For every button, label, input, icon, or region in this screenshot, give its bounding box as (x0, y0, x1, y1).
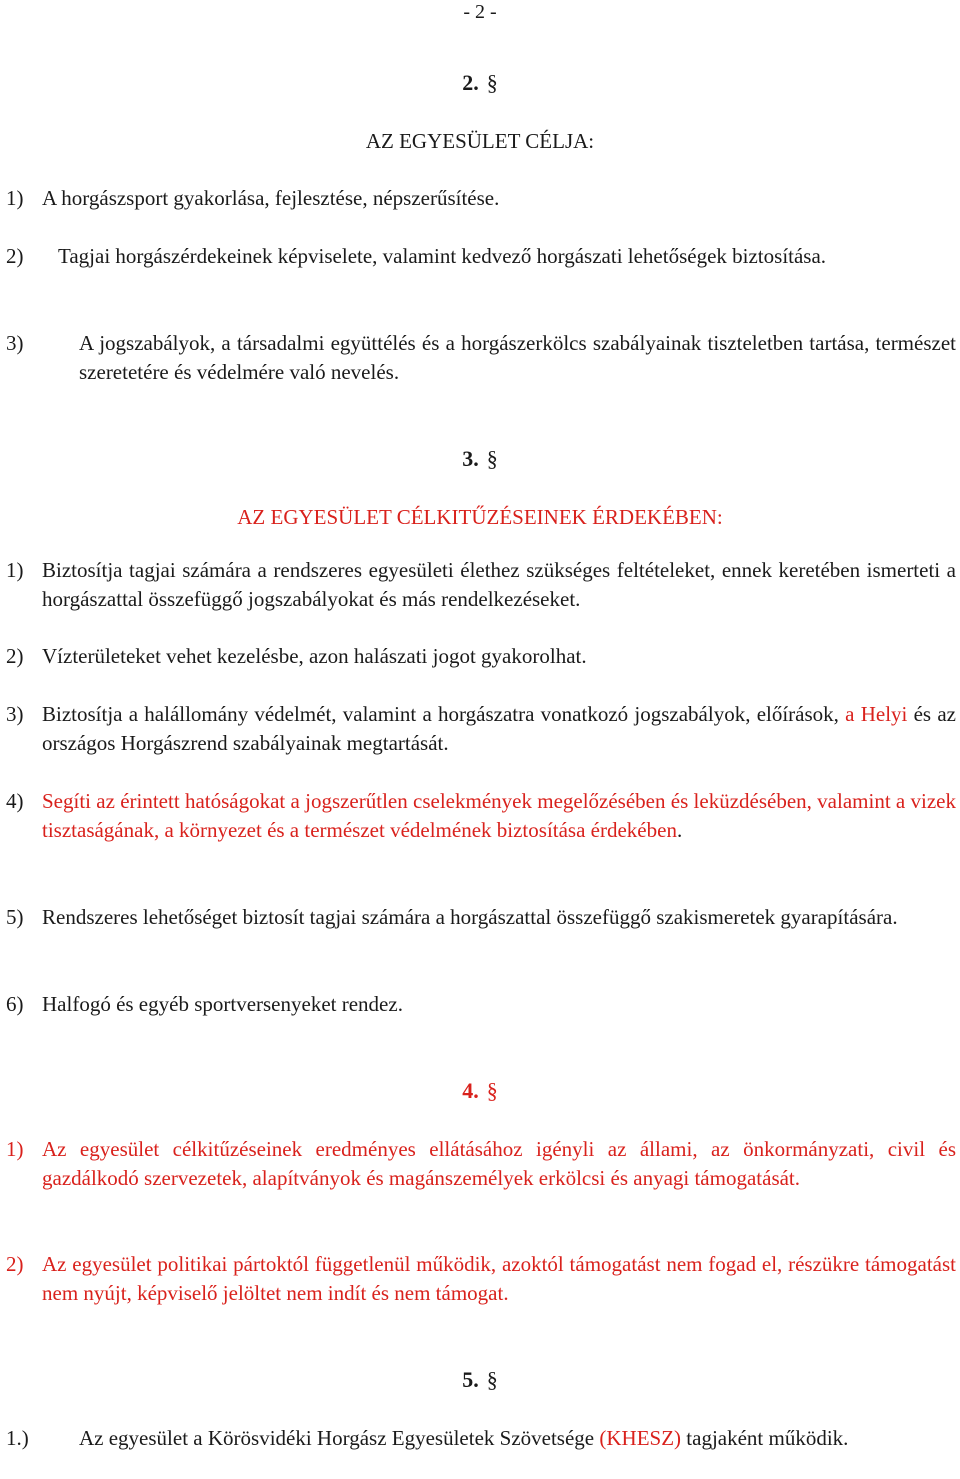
section-2-number: 2. (462, 70, 479, 95)
section-2-title: AZ EGYESÜLET CÉLJA: (365, 129, 595, 153)
s3-item-3-number: 3) (6, 702, 24, 726)
s4-item-1-number: 1) (6, 1137, 24, 1161)
section-3-symbol: § (486, 446, 498, 471)
section-4-heading (0, 1078, 960, 1104)
s3-item-3-text-red: a Helyi (845, 702, 908, 726)
s2-item-3-number: 3) (6, 331, 24, 355)
s3-item-3-text-b: és az országos Horgászrend szabályainak megtartását. (42, 702, 956, 755)
s5-item-1-text-red: (KHESZ) (599, 1426, 682, 1450)
s3-item-5-number: 5) (6, 905, 24, 929)
s5-item-1-text-a: Az egyesület a Körösvidéki Horgász Egyesületek Szövetsége (79, 1426, 600, 1450)
section-5-heading (0, 1367, 960, 1393)
section-4-number: 4. (462, 1078, 479, 1103)
s3-item-1-text: Biztosítja tagjai számára a rendszeres egyesületi élethez szükséges feltételeket, ennek keretében ismerteti a horgászattal összefüggő jogszabályokat és más rendelkezéseket. (42, 558, 956, 611)
s3-item-4-text-red: Segíti az érintett hatóságokat a jogszerűtlen cselekmények megelőzésében és leküzdésében, valamint a vizek tisztaságának, a környezet és a természet védelmének biztosítása érdekében (42, 789, 956, 842)
s3-item-5 (0, 903, 956, 932)
s3-item-2 (0, 642, 956, 671)
section-2-heading (0, 70, 960, 96)
s2-item-1-number: 1) (6, 186, 24, 210)
section-5-symbol: § (486, 1367, 498, 1392)
section-3-number: 3. (462, 446, 479, 471)
s2-item-1-text: A horgászsport gyakorlása, fejlesztése, népszerűsítése. (42, 186, 500, 210)
s2-item-2-number: 2) (6, 244, 24, 268)
s3-item-1-number: 1) (6, 558, 24, 582)
s3-item-4 (0, 787, 956, 845)
s3-item-2-number: 2) (6, 644, 24, 668)
s3-item-3-text-a: Biztosítja a halállomány védelmét, valamint a horgászatra vonatkozó jogszabályok, előírások, (42, 702, 846, 726)
page-number: - 2 - (463, 1, 497, 23)
s5-item-1-text (79, 1424, 956, 1453)
s5-item-1-text-b: tagjaként működik. (681, 1426, 849, 1450)
s4-item-1-text: Az egyesület célkitűzéseinek eredményes ellátásához igényli az állami, az önkormányzati, civil és gazdálkodó szervezetek, alapítványok és magánszemélyek erkölcsi és anyagi támogatását. (42, 1137, 956, 1190)
s3-item-5-text: Rendszeres lehetőséget biztosít tagjai számára a horgászattal összefüggő szakismeretek gyarapítására. (42, 905, 898, 929)
s2-item-3 (0, 329, 956, 387)
s2-item-1 (0, 184, 956, 213)
s3-item-3-text (42, 700, 956, 758)
s5-item-1-number: 1.) (6, 1426, 29, 1450)
section-3-heading (0, 446, 960, 472)
s5-item-1 (0, 1424, 956, 1453)
s4-item-2-text: Az egyesület politikai pártoktól függetlenül működik, azoktól támogatást nem fogad el, részükre támogatást nem nyújt, képviselő jelöltet nem indít és nem támogat. (42, 1252, 956, 1305)
s3-item-6-text: Halfogó és egyéb sportversenyeket rendez. (42, 992, 403, 1016)
s2-item-2 (0, 242, 956, 271)
s3-item-2-text: Vízterületeket vehet kezelésbe, azon halászati jogot gyakorolhat. (42, 644, 587, 668)
s3-item-4-text (42, 787, 956, 845)
s3-item-4-text-b: . (676, 818, 683, 842)
s4-item-2 (0, 1250, 956, 1308)
section-2-symbol: § (486, 70, 498, 95)
s3-item-6 (0, 990, 956, 1019)
section-3-title: AZ EGYESÜLET CÉLKITŰZÉSEINEK ÉRDEKÉBEN: (237, 505, 723, 529)
s2-item-2-text: Tagjai horgászérdekeinek képviselete, valamint kedvező horgászati lehetőségek biztosítása. (58, 244, 827, 268)
section-4-symbol: § (486, 1078, 498, 1103)
s3-item-1 (0, 556, 956, 614)
s3-item-6-number: 6) (6, 992, 24, 1016)
s4-item-1 (0, 1135, 956, 1193)
s2-item-3-text: A jogszabályok, a társadalmi együttélés és a horgászerkölcs szabályainak tiszteletben tartása, természet szeretetére és védelmére való nevelés. (79, 331, 956, 384)
s4-item-2-number: 2) (6, 1252, 24, 1276)
s3-item-4-number: 4) (6, 789, 24, 813)
s3-item-3 (0, 700, 956, 758)
section-5-number: 5. (462, 1367, 479, 1392)
